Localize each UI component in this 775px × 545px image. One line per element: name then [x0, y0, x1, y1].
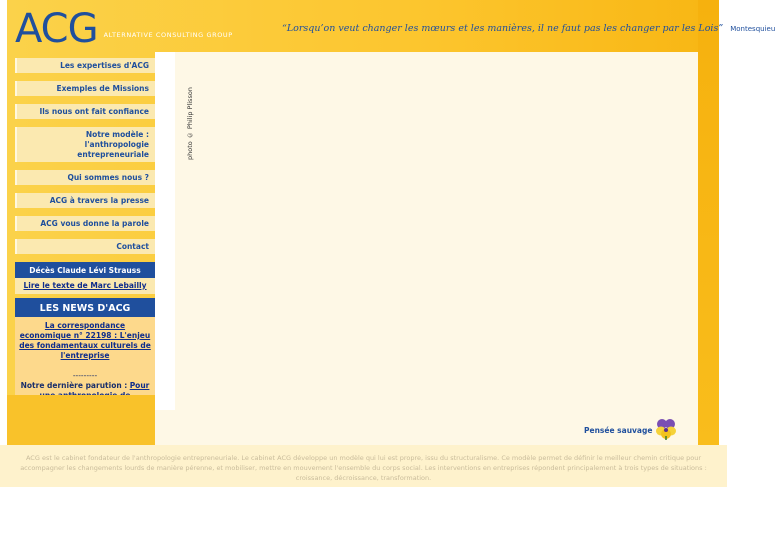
lebailly-link[interactable]: Lire le texte de Marc Lebailly: [23, 281, 147, 290]
content-left-column: [155, 52, 175, 410]
anthropologie-link[interactable]: Pour: [129, 381, 150, 390]
pansy-flower-icon: [656, 418, 676, 442]
header-quote: [282, 23, 775, 34]
logo-subtitle: ALTERNATIVE CONSULTING GROUP: [103, 31, 233, 39]
nav-item-presse[interactable]: ACG à travers la presse: [15, 193, 155, 208]
deces-panel-body: [15, 278, 155, 294]
footer-text: ACG est le cabinet fondateur de l'anthropologie entrepreneuriale. Le cabinet ACG développe un modèle qui lui est propre, issu du structuralisme. Ce modèle permet de définir le meilleur chemin critique pour accompagner les changements lourds de manière pérenne, et mobiliser, mettre en mouvement l'ensemble du corps social. Les interventions en entreprises répondent principalement à trois types de situations : croissance, décroissance, transformation.: [20, 454, 707, 482]
nav-item-modele[interactable]: Notre modèle : l'anthropologie entrepreneuriale: [15, 127, 155, 162]
footer: [0, 445, 727, 487]
nav-item-missions[interactable]: Exemples de Missions: [15, 81, 155, 96]
news-separator: ---------: [72, 371, 98, 380]
pensee-sauvage-link[interactable]: [584, 418, 676, 442]
right-strip: [698, 0, 719, 445]
sidebar-bottom-block: [7, 395, 155, 445]
nav-item-contact[interactable]: Contact: [15, 239, 155, 254]
quote-text: “Lorsqu’on veut changer les mœurs et les manières, il ne faut pas les changer par les Lois”: [282, 23, 724, 34]
nav-item-qui-sommes-nous[interactable]: Qui sommes nous ?: [15, 170, 155, 185]
nav-item-expertises[interactable]: Les expertises d'ACG: [15, 58, 155, 73]
sidebar: [15, 58, 155, 417]
photo-credit: photo © Philip Plisson: [186, 87, 194, 160]
main-content-area: [155, 52, 698, 445]
logo-text: ACG: [15, 6, 98, 52]
correspondance-link[interactable]: La correspondance economique n° 22198 : L'enjeu des fondamentaux culturels de l'entreprise: [19, 321, 151, 360]
quote-author: Montesquieu: [730, 25, 775, 33]
acg-logo[interactable]: [15, 6, 245, 52]
nav-item-parole[interactable]: ACG vous donne la parole: [15, 216, 155, 231]
nav-item-references[interactable]: Ils nous ont fait confiance: [15, 104, 155, 119]
pensee-label: Pensée sauvage: [584, 425, 653, 435]
deces-panel-title: Décès Claude Lévi Strauss: [15, 262, 155, 278]
parution-label: Notre dernière parution :: [20, 381, 128, 390]
news-panel-title: LES NEWS D'ACG: [15, 298, 155, 317]
